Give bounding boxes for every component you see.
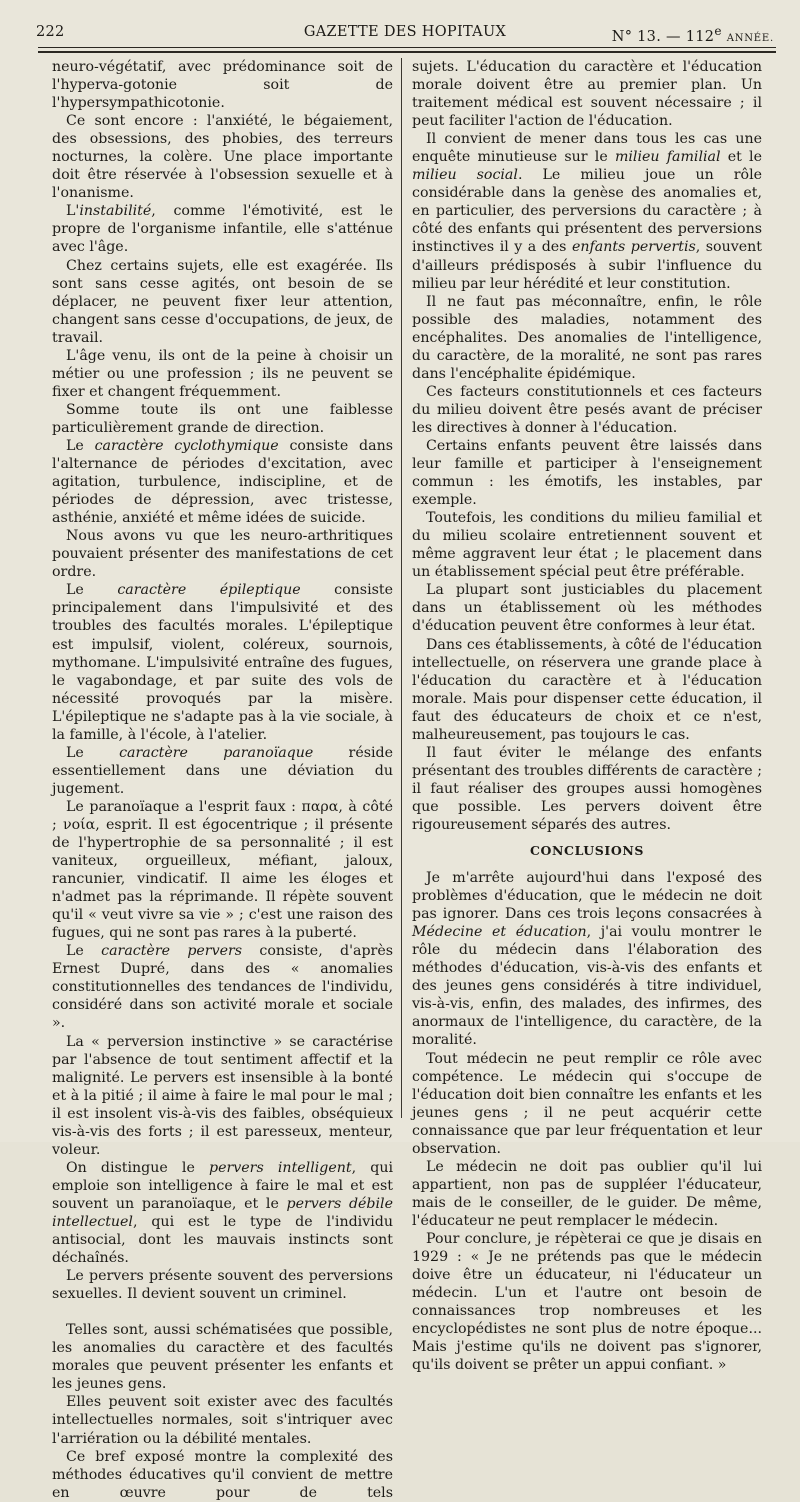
paragraph xyxy=(412,293,762,383)
italic-term: pervers intelligent xyxy=(209,1159,352,1176)
paragraph xyxy=(412,1158,762,1230)
text-run: Chez certains sujets, elle est exagérée. Ils sont sans cesse agités, ont besoin de se déplacer, ne peuvent fixer leur attention, changent sans cesse d'occupations, de jeux, de travail. xyxy=(52,257,393,346)
text-run: Ce bref exposé montre la complexité des méthodes éducatives qu'il convient de mettre en œuvre pour de tels xyxy=(52,1448,393,1501)
paragraph xyxy=(52,437,393,527)
text-run: Il convient de mener dans tous les cas une enquête minutieuse sur le xyxy=(412,131,762,166)
paragraph xyxy=(412,383,762,437)
text-run: Tout médecin ne peut remplir ce rôle avec compétence. Le médecin qui s'occupe de l'éducation doit bien connaître les enfants et les jeunes gens ; il ne peut acquérir cette connaissance que par leur fréquentation et leur observation. xyxy=(412,1050,762,1157)
text-run: Ce sont encore : l'anxiété, le bégaiement, des obsessions, des phobies, des terreurs nocturnes, la colère. Une place importante doit être réservée à l'obsession sexuelle et à l'onanisme. xyxy=(52,113,393,202)
text-run: Elles peuvent soit exister avec des facultés intellectuelles normales, soit s'intriquer avec l'arriération ou la débilité mentales. xyxy=(52,1394,393,1447)
paragraph xyxy=(412,869,762,1049)
text-run: et le xyxy=(720,149,762,166)
text-run: réside essentiellement dans une déviation du jugement. xyxy=(52,744,394,797)
text-run: L' xyxy=(66,203,80,220)
italic-term: caractère pervers xyxy=(101,943,243,960)
left-column xyxy=(52,58,393,1502)
italic-term: milieu social xyxy=(412,167,518,184)
text-run: Somme toute ils ont une faiblesse particulièrement grande de direction. xyxy=(52,401,393,436)
journal-title: GAZETTE DES HOPITAUX xyxy=(303,24,507,40)
paragraph xyxy=(52,527,393,581)
paragraph xyxy=(52,1448,393,1502)
text-run: La plupart sont justiciables du placement dans un établissement où les méthodes d'éducation peuvent être conformes à leur état. xyxy=(412,582,762,635)
text-run: , comme l'émotivité, est le propre de l'organisme infantile, elle s'atténue avec l'âge. xyxy=(52,203,393,256)
italic-term: caractère paranoïaque xyxy=(119,744,314,761)
text-run: Il ne faut pas méconnaître, enfin, le rôle possible des maladies, notamment des encéphalites. Des anomalies de l'intelligence, du caractère, de la moralité, ne sont pas rares dans l'encéphalite épidémique. xyxy=(412,293,762,382)
issue-info xyxy=(612,24,774,45)
italic-term: caractère cyclothymique xyxy=(94,437,279,454)
text-run: Il faut éviter le mélange des enfants présentant des troubles différents de caractère ; il faut réaliser des groupes aussi homogènes que possible. Les pervers doivent être rigoureusement séparés des autres. xyxy=(412,744,762,833)
paragraph xyxy=(52,257,393,347)
text-run: sujets. L'éducation du caractère et l'éducation morale doivent être au premier plan. Un traitement médical est souvent nécessaire ; il peut faciliter l'action de l'éducation. xyxy=(412,59,762,130)
conclusions-heading: CONCLUSIONS xyxy=(529,843,645,859)
running-header xyxy=(34,20,776,46)
text-run: , qui emploie son intelligence à faire le mal et est souvent un paranoïaque, et le xyxy=(52,1159,393,1212)
issue-suffix: ANNÉE. xyxy=(726,32,774,44)
text-run: Toutefois, les conditions du milieu familial et du milieu scolaire entretiennent souvent et même aggravent leur état ; le placement dans un établissement spécial peut être préférable. xyxy=(412,510,762,581)
paragraph xyxy=(52,744,393,798)
italic-term: pervers débile intellectuel xyxy=(52,1195,393,1230)
column-divider xyxy=(401,58,402,1118)
text-run: Le pervers présente souvent des perversions sexuelles. Il devient souvent un criminel. xyxy=(52,1268,393,1303)
paragraph xyxy=(52,1393,393,1447)
text-run: Le xyxy=(66,437,95,454)
text-run: Le médecin ne doit pas oublier qu'il lui appartient, non pas de suppléer l'éducateur, mais de le conseiller, de le guider. De même, l'éducateur ne peut remplacer le médecin. xyxy=(412,1158,762,1229)
text-run: consiste, d'après Ernest Dupré, dans des « anomalies constitutionnelles des tendances de l'individu, considéré dans son activité morale et sociale ». xyxy=(52,943,393,1032)
text-run: Ces facteurs constitutionnels et ces facteurs du milieu doivent être pesés avant de préciser les directives à donner à l'éducation. xyxy=(412,383,762,436)
paragraph xyxy=(412,58,762,130)
paragraph xyxy=(52,202,393,256)
paragraph xyxy=(412,130,762,292)
issue-number: N° 13. — 112 xyxy=(611,28,715,45)
paragraph xyxy=(52,347,393,401)
paragraph xyxy=(52,581,393,743)
text-run: Telles sont, aussi schématisées que possible, les anomalies du caractère et des facultés morales que peuvent présenter les enfants et les jeunes gens. xyxy=(52,1322,393,1393)
paragraph xyxy=(52,112,393,202)
paragraph xyxy=(52,1267,393,1303)
text-run: , souvent d'ailleurs prédisposés à subir l'influence du milieu par leur hérédité et leur constitution. xyxy=(412,239,762,292)
paragraph xyxy=(412,509,762,581)
text-run: consiste principalement dans l'impulsivité et des troubles des facultés morales. L'épileptique est impulsif, violent, coléreux, sournois, mythomane. L'impulsivité entraîne des fugues, le vagabondage, et par suite des vols de nécessité provoqués par la misère. L'épileptique ne s'adapte pas à la vie sociale, à la famille, à l'école, à l'atelier. xyxy=(52,582,394,743)
text-run: consiste dans l'alternance de périodes d'excitation, avec agitation, turbulence, indiscipline, et de périodes de dépression, avec tristesse, asthénie, anxiété et même idées de suicide. xyxy=(52,437,394,527)
header-rule-thick xyxy=(38,51,776,53)
header-rule xyxy=(38,47,776,48)
italic-term: caractère épileptique xyxy=(117,582,301,599)
right-column xyxy=(412,58,762,1374)
text-run: Dans ces établissements, à côté de l'éducation intellectuelle, on réservera une grande place à l'éducation du caractère et à l'éducation morale. Mais pour dispenser cette éducation, il faut des éducateurs de choix et ce n'est, malheureusement, pas toujours le cas. xyxy=(412,636,762,743)
italic-term: Médecine et éducation xyxy=(412,924,587,941)
italic-term: instabilité xyxy=(79,203,152,220)
text-run: . Le milieu joue un rôle considérable dans la genèse des anomalies et, en particulier, des perversions du caractère ; à côté des enfants qui présentent des perversions instinctives il y a des xyxy=(412,167,762,256)
text-run: Pour conclure, je répèterai ce que je disais en 1929 : « Je ne prétends pas que le médecin doive être un éducateur, ni l'éducateur un médecin. L'un et l'autre ont besoin de connaissances trop nombreuses et les encyclopédistes ne sont plus de notre époque... Mais j'estime qu'ils ne doivent pas s'ignorer, qu'ils doivent se prêter un appui confiant. » xyxy=(412,1231,762,1374)
text-run: , qui est le type de l'individu antisocial, dont les mauvais instincts sont déchaînés. xyxy=(52,1214,393,1267)
paragraph xyxy=(412,581,762,635)
text-run: Nous avons vu que les neuro-arthritiques pouvaient présenter des manifestations de cet ordre. xyxy=(52,528,393,581)
italic-term: milieu familial xyxy=(614,149,721,166)
text-run: Le xyxy=(66,943,102,960)
paragraph xyxy=(52,798,393,942)
paragraph xyxy=(412,744,762,834)
right-column-body xyxy=(412,58,762,834)
paragraph xyxy=(412,1230,762,1374)
text-run: Le xyxy=(66,744,120,761)
paragraph xyxy=(52,58,393,112)
text-run: Le xyxy=(66,582,118,599)
text-run: On distingue le xyxy=(66,1159,210,1176)
paragraph xyxy=(412,636,762,744)
italic-term: enfants pervertis xyxy=(571,239,696,256)
text-run: , j'ai voulu montrer le rôle du médecin dans l'élaboration des méthodes d'éducation, vis-à-vis des enfants et des jeunes gens considérés à titre individuel, vis-à-vis, enfin, des malades, des infirmes, des anormaux de l'intelligence, du caractère, de la moralité. xyxy=(412,924,762,1049)
paragraph xyxy=(52,942,393,1032)
conclusions-body xyxy=(412,869,762,1374)
paragraph xyxy=(52,1033,393,1159)
text-run: Je m'arrête aujourd'hui dans l'exposé des problèmes d'éducation, que le médecin ne doit pas ignorer. Dans ces trois leçons consacrées à xyxy=(412,870,762,923)
paragraph xyxy=(52,1159,393,1267)
page-number: 222 xyxy=(36,24,65,40)
text-run: Le paranoïaque a l'esprit faux : παρα, à côté ; νοία, esprit. Il est égocentrique ; il présente de l'hypertrophie de sa personnalité ; il est vaniteux, orgueilleux, méfiant, jaloux, rancunier, vindicatif. Il aime les éloges et n'admet pas la réprimande. Il répète souvent qu'il « veut vivre sa vie » ; c'est une raison des fugues, qui ne sont pas rares à la puberté. xyxy=(52,798,393,942)
text-run: neuro-végétatif, avec prédominance soit de l'hyperva-gotonie soit de l'hypersympathicotonie. xyxy=(52,59,393,112)
paragraph xyxy=(52,401,393,437)
text-run: L'âge venu, ils ont de la peine à choisir un métier ou une profession ; ils ne peuvent se fixer et changent fréquemment. xyxy=(52,347,393,400)
issue-ordinal: e xyxy=(714,24,722,38)
text-run: La « perversion instinctive » se caractérise par l'absence de tout sentiment affectif et la malignité. Le pervers est insensible à la bonté et à la pitié ; il aime à faire le mal pour le mal ; il est insolent vis-à-vis des faibles, obséquieux vis-à-vis des forts ; il est paresseux, menteur, voleur. xyxy=(52,1033,393,1158)
text-run: Certains enfants peuvent être laissés dans leur famille et participer à l'enseignement commun : les émotifs, les instables, par exemple. xyxy=(412,437,762,509)
paragraph xyxy=(412,437,762,509)
paragraph xyxy=(52,1321,393,1393)
